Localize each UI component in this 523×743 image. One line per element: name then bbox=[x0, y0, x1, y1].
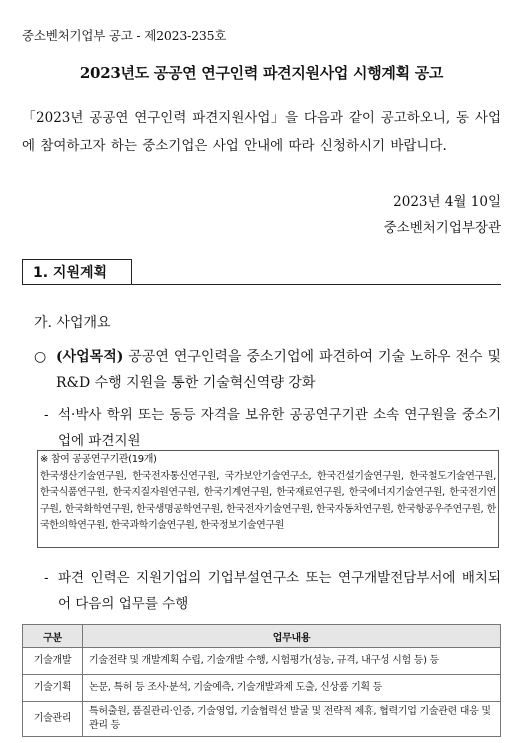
table-row bbox=[23, 702, 501, 737]
section-heading: 1. 지원계획 bbox=[22, 259, 132, 285]
purpose-text bbox=[56, 344, 501, 396]
table-row bbox=[23, 675, 501, 702]
duties-item bbox=[44, 565, 501, 617]
row-content: 논문, 특허 등 조사·분석, 기술예측, 기술개발과제 도출, 신상품 기획 등 bbox=[83, 675, 501, 702]
purpose-label: (사업목적) bbox=[56, 349, 124, 365]
purpose-bullet bbox=[34, 344, 501, 396]
dispatch-text: 석·박사 학위 또는 동등 자격을 보유한 공공연구기관 소속 연구원을 중소기업에 파견지원 bbox=[58, 407, 501, 449]
institutions-note bbox=[37, 450, 499, 548]
section-divider bbox=[22, 284, 501, 285]
row-content: 기술전략 및 개발계획 수립, 기술개발 수행, 시험평가(성능, 규격, 내구성 시험 등) 등 bbox=[83, 648, 501, 675]
section-heading-edge bbox=[131, 259, 132, 285]
row-content: 특허출원, 품질관리·인증, 기술영업, 기술협력선 발굴 및 전략적 제휴, 협력기업 기술관련 대응 및 관리 등 bbox=[83, 702, 501, 737]
dash-mark: - bbox=[44, 570, 49, 586]
header-category: 구분 bbox=[23, 625, 83, 648]
row-category: 기술관리 bbox=[23, 702, 83, 737]
row-category: 기술개발 bbox=[23, 648, 83, 675]
note-heading: ※ 참여 공공연구기관(19개) bbox=[40, 454, 157, 465]
intro-paragraph: 「2023년 공공연 연구인력 파견지원사업」을 다음과 같이 공고하오니, 동 사업에 참여하고자 하는 중소기업은 사업 안내에 따라 신청하시기 바랍니다. bbox=[22, 110, 501, 154]
duties-table bbox=[22, 624, 501, 737]
header-content: 업무내용 bbox=[83, 625, 501, 648]
issuer-name: 중소벤처기업부장관 bbox=[383, 220, 501, 236]
bullet-circle-icon: ○ bbox=[34, 349, 47, 365]
table-header-row bbox=[23, 625, 501, 648]
subsection-heading: 가. 사업개요 bbox=[34, 315, 111, 331]
announcement-date: 2023년 4월 10일 bbox=[393, 194, 501, 210]
table-row bbox=[23, 648, 501, 675]
dispatch-item bbox=[44, 402, 501, 454]
purpose-body: 공공연 연구인력을 중소기업에 파견하여 기술 노하우 전수 및 R&D 수행 지원을 통한 기술혁신역량 강화 bbox=[56, 349, 501, 391]
document-title: 2023년도 공공연 연구인력 파견지원사업 시행계획 공고 bbox=[79, 64, 444, 82]
duties-text: 파견 인력은 지원기업의 기업부설연구소 또는 연구개발전담부서에 배치되어 다음의 업무를 수행 bbox=[58, 570, 501, 612]
dash-mark: - bbox=[44, 407, 49, 423]
note-institutions: 한국생산기술연구원, 한국전자통신연구원, 국가보안기술연구소, 한국건설기술연구원, 한국철도기술연구원, 한국식품연구원, 한국지질자원연구원, 한국기계연구원, 한국재료연구원, 한국에너지기술연구원, 한국전기연구원, 한국화학연구원, 한국생명공학연구원, 한국전자기술연구원, 한국자동차연구원, 한국항공우주연구원, 한국한의학연구원, 한국과학기술연구원, 한국정보기술연구원 bbox=[40, 470, 496, 531]
row-category: 기술기획 bbox=[23, 675, 83, 702]
announcement-number: 중소벤처기업부 공고 - 제2023-235호 bbox=[22, 28, 227, 43]
